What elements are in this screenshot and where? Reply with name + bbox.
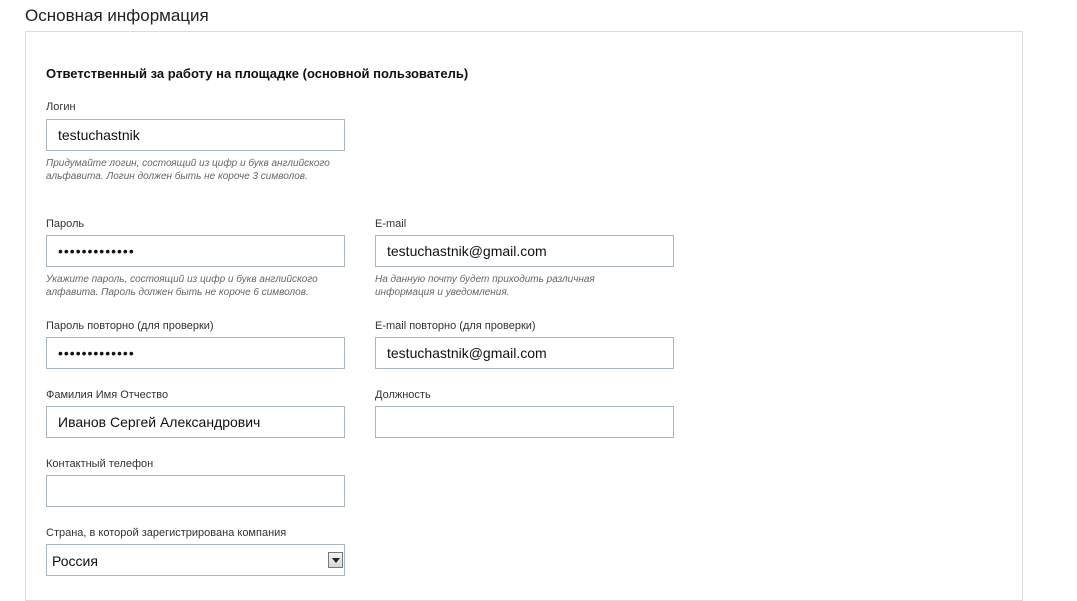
country-select-value: Россия [52, 553, 98, 569]
country-select[interactable] [46, 544, 345, 576]
full-name-label: Фамилия Имя Отчество [46, 389, 169, 401]
phone-input[interactable] [46, 475, 345, 507]
email-repeat-label: E-mail повторно (для проверки) [375, 320, 536, 332]
email-repeat-input[interactable] [375, 337, 674, 369]
email-hint: На данную почту будет приходить различная информация и уведомления. [375, 274, 595, 298]
position-label: Должность [375, 389, 431, 401]
phone-label: Контактный телефон [46, 458, 154, 470]
password-label: Пароль [46, 218, 85, 230]
page-title: Основная информация [25, 6, 209, 25]
email-label: E-mail [375, 218, 407, 230]
login-hint: Придумайте логин, состоящий из цифр и букв английского альфавита. Логин должен быть не короче 3 символов. [46, 158, 330, 182]
section-title: Ответственный за работу на площадке (основной пользователь) [46, 66, 469, 81]
login-input[interactable] [46, 119, 345, 151]
password-repeat-input[interactable] [46, 337, 345, 369]
chevron-down-icon[interactable] [328, 552, 343, 568]
password-repeat-label: Пароль повторно (для проверки) [46, 320, 214, 332]
form-panel [25, 31, 1023, 601]
login-label: Логин [46, 101, 76, 113]
password-input[interactable] [46, 235, 345, 267]
full-name-input[interactable] [46, 406, 345, 438]
position-input[interactable] [375, 406, 674, 438]
password-hint: Укажите пароль, состоящий из цифр и букв английского алфавита. Пароль должен быть не короче 6 символов. [46, 274, 318, 298]
email-input[interactable] [375, 235, 674, 267]
country-label: Страна, в которой зарегистрирована компания [46, 527, 287, 539]
